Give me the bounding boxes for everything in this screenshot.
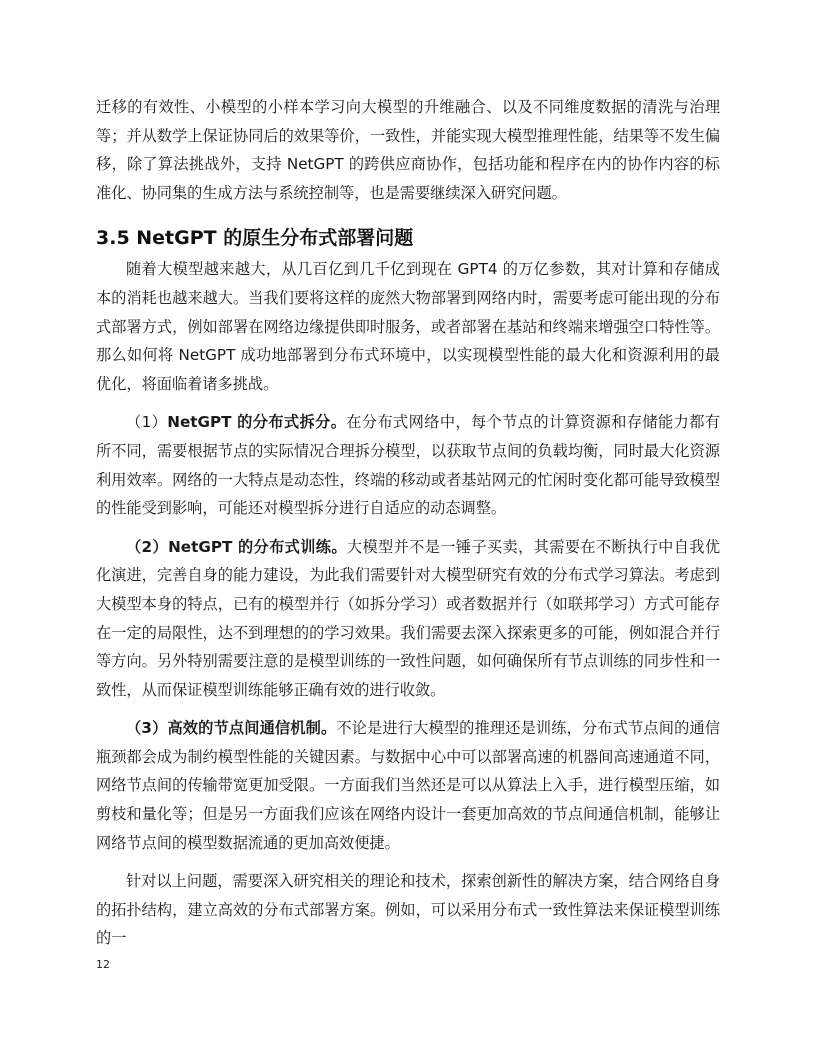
list-item-1 xyxy=(96,408,720,522)
item-body: 在分布式网络中，每个节点的计算资源和存储能力都有所不同，需要根据节点的实际情况合理拆分模型，以获取节点间的负载均衡，同时最大化资源利用效率。网络的一大特点是动态性，终端的移动或者基站网元的忙闲时变化都可能导致模型的性能受到影响，可能还对模型拆分进行自适应的动态调整。 xyxy=(96,413,721,518)
item-body: 不论是进行大模型的推理还是训练，分布式节点间的通信瓶颈都会成为制约模型性能的关键因素。与数据中心中可以部署高速的机器间高速通道不同，网络节点间的传输带宽更加受限。一方面我们当然还是可以从算法上入手，进行模型压缩，如剪枝和量化等；但是另一方面我们应该在网络内设计一套更加高效的节点间通信机制，能够让网络节点间的模型数据流通的更加高效便捷。 xyxy=(96,719,721,852)
item-body: 大模型并不是一锤子买卖，其需要在不断执行中自我优化演进，完善自身的能力建设，为此我们需要针对大模型研究有效的分布式学习算法。考虑到大模型本身的特点，已有的模型并行（如拆分学习）或者数据并行（如联邦学习）方式可能存在一定的局限性，达不到理想的的学习效果。我们需要去深入探索更多的可能，例如混合并行等方向。另外特别需要注意的是模型训练的一致性问题，如何确保所有节点训练的同步性和一致性，从而保证模型训练能够正确有效的进行收敛。 xyxy=(96,537,721,699)
item-title: NetGPT 的分布式拆分。 xyxy=(167,413,347,432)
document-page xyxy=(96,93,720,953)
item-number: （3） xyxy=(126,719,168,738)
closing-paragraph: 针对以上问题，需要深入研究相关的理论和技术，探索创新性的解决方案，结合网络自身的拓扑结构，建立高效的分布式部署方案。例如，可以采用分布式一致性算法来保证模型训练的一 xyxy=(96,872,720,948)
page-number: 12 xyxy=(96,958,110,971)
item-title: 高效的节点间通信机制。 xyxy=(167,719,337,738)
list-item-2 xyxy=(96,533,720,705)
section-heading: 3.5 NetGPT 的原生分布式部署问题 xyxy=(96,227,414,250)
intro-paragraph: 迁移的有效性、小模型的小样本学习向大模型的升维融合、以及不同维度数据的清洗与治理等；并从数学上保证协同后的效果等价，一致性，并能实现大模型推理性能，结果等不发生偏移，除了算法挑战外，支持 NetGPT 的跨供应商协作，包括功能和程序在内的协作内容的标准化、协同集的生成方法与系统控制等，也是需要继续深入研究问题。 xyxy=(96,98,720,202)
item-number: （1） xyxy=(126,413,168,432)
list-item-3 xyxy=(96,714,720,857)
section-lead-paragraph: 随着大模型越来越大，从几百亿到几千亿到现在 GPT4 的万亿参数，其对计算和存储成本的消耗也越来越大。当我们要将这样的庞然大物部署到网络内时，需要考虑可能出现的分布式部署方式，例如部署在网络边缘提供即时服务，或者部署在基站和终端来增强空口特性等。那么如何将 NetGPT 成功地部署到分布式环境中，以实现模型性能的最大化和资源利用的最优化，将面临着诸多挑战。 xyxy=(96,260,720,393)
item-number: （2） xyxy=(126,537,169,556)
item-title: NetGPT 的分布式训练。 xyxy=(168,537,347,556)
